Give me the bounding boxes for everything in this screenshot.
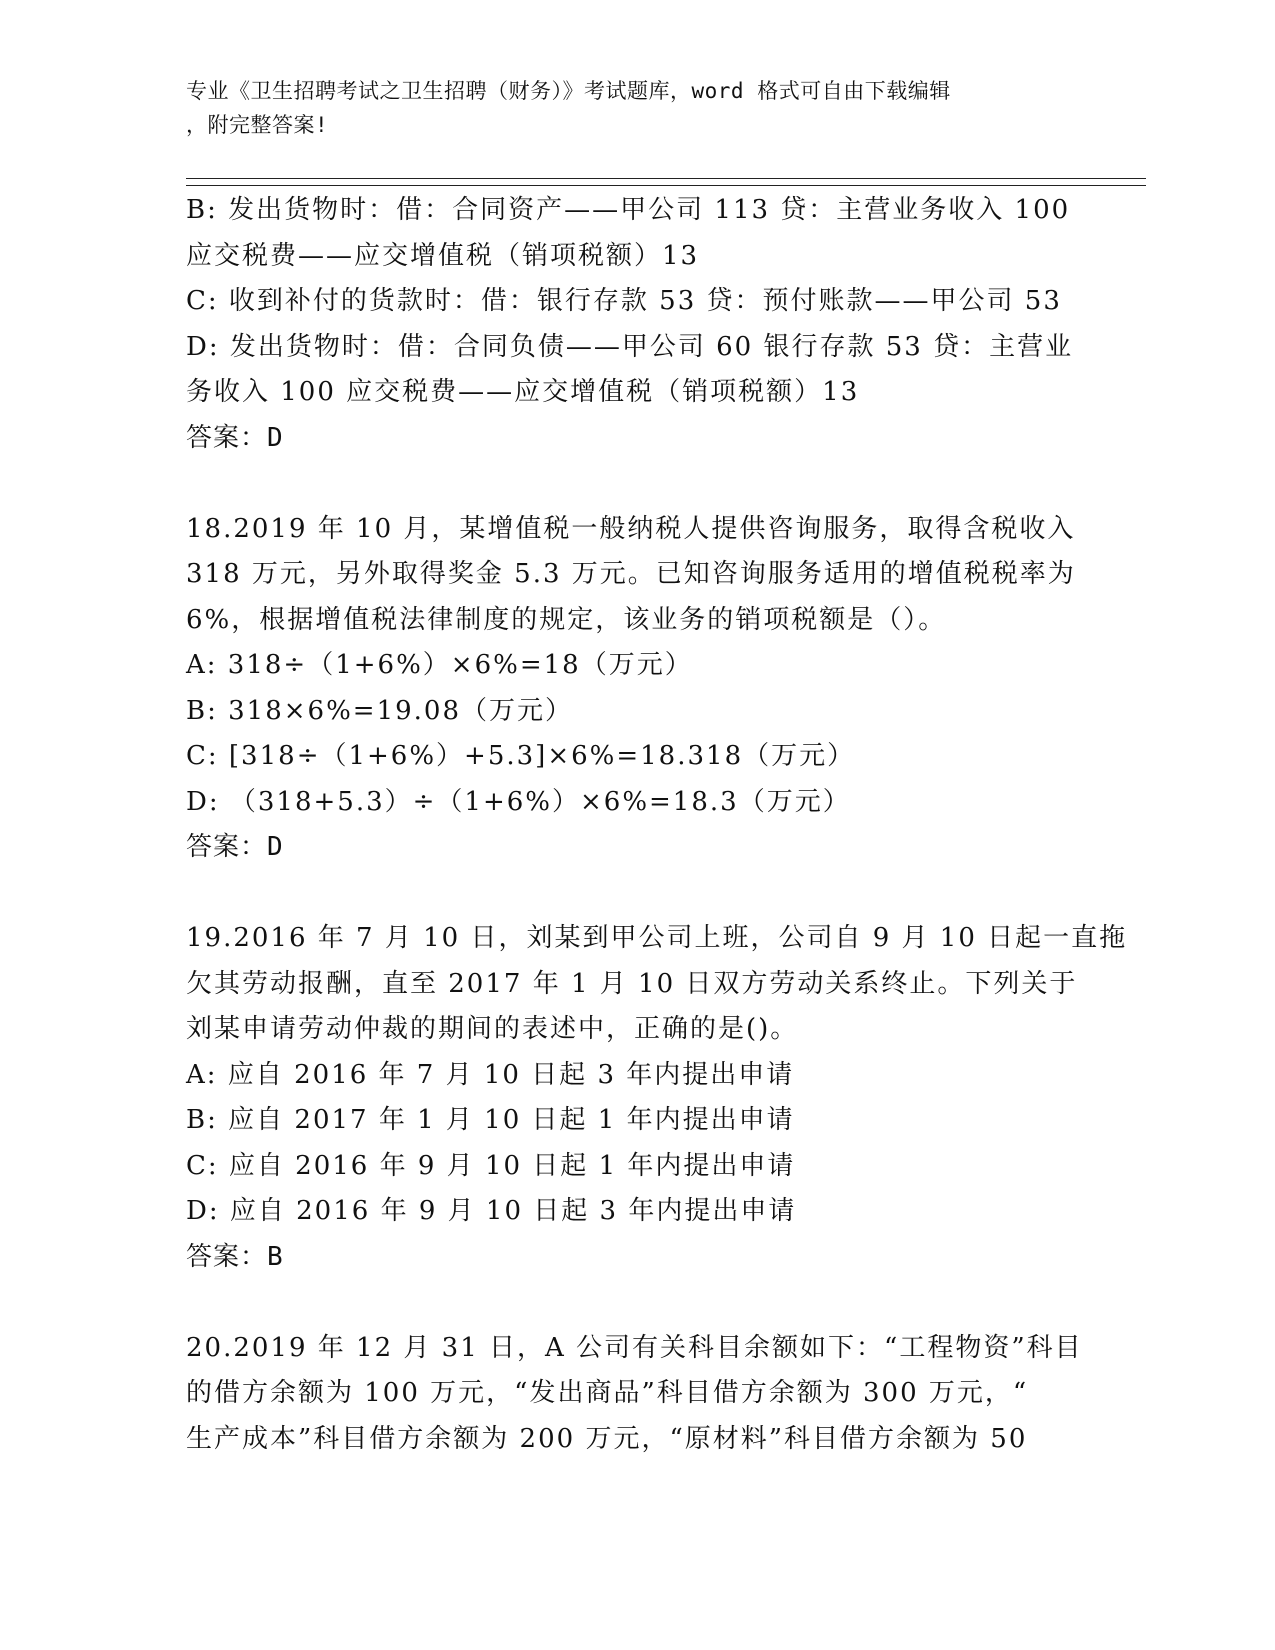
q19-stem-line-2: 欠其劳动报酬，直至 2017 年 1 月 10 日双方劳动关系终止。下列关于 [186, 968, 1078, 999]
header-line-1: 专业《卫生招聘考试之卫生招聘（财务）》考试题库，word 格式可自由下载编辑 [186, 79, 951, 103]
q19-option-b: B: 应自 2017 年 1 月 10 日起 1 年内提出申请 [186, 1105, 795, 1135]
q19-option-c: C: 应自 2016 年 9 月 10 日起 1 年内提出申请 [186, 1150, 796, 1181]
q18-stem-line-3: 6%，根据增值税法律制度的规定，该业务的销项税额是（）。 [186, 604, 947, 635]
q18-stem-line-1: 18.2019 年 10 月，某增值税一般纳税人提供咨询服务，取得含税收入 [186, 513, 1076, 544]
q18-option-a: A: 318÷（1+6%）×6%=18（万元） [186, 650, 693, 680]
q18-option-b: B: 318×6%=19.08（万元） [186, 695, 574, 726]
document-body [186, 188, 1126, 1462]
q20-stem-line-3: 生产成本”科目借方余额为 200 万元，“原材料”科目借方余额为 50 [186, 1423, 1028, 1454]
q19-stem-line-3: 刘某申请劳动仲裁的期间的表述中，正确的是()。 [186, 1014, 799, 1044]
q17-option-d-line-2: 务收入 100 应交税费——应交增值税（销项税额）13 [186, 377, 860, 407]
q18-option-c: C: [318÷（1+6%）+5.3]×6%=18.318（万元） [186, 741, 856, 771]
q19-option-a: A: 应自 2016 年 7 月 10 日起 3 年内提出申请 [186, 1059, 795, 1090]
question-20 [186, 1326, 1126, 1463]
q20-stem-line-1: 20.2019 年 12 月 31 日，A 公司有关科目余额如下：“工程物资”科目 [186, 1332, 1083, 1363]
q17-answer: 答案：D [186, 422, 284, 453]
q17-option-d-line-1: D: 发出货物时：借：合同负债——甲公司 60 银行存款 53 贷：主营业 [186, 331, 1074, 362]
question-17 [186, 188, 1126, 461]
q17-option-b-line-2: 应交税费——应交增值税（销项税额）13 [186, 240, 700, 271]
q19-option-d: D: 应自 2016 年 9 月 10 日起 3 年内提出申请 [186, 1196, 797, 1226]
spacer [186, 871, 1126, 917]
question-19 [186, 916, 1126, 1280]
q20-stem-line-2: 的借方余额为 100 万元，“发出商品”科目借方余额为 300 万元，“ [186, 1378, 1029, 1408]
q19-stem-line-1: 19.2016 年 7 月 10 日，刘某到甲公司上班，公司自 9 月 10 日起一直拖 [186, 923, 1128, 953]
header-rule-bottom [186, 185, 1146, 186]
q18-answer: 答案：D [186, 832, 284, 862]
header-line-2: ，附完整答案! [186, 113, 329, 137]
q17-option-b-line-1: B: 发出货物时：借：合同资产——甲公司 113 贷：主营业务收入 100 [186, 195, 1071, 225]
header-rule-top [186, 178, 1146, 179]
q19-answer: 答案：B [186, 1241, 284, 1272]
spacer [186, 1280, 1126, 1326]
spacer [186, 461, 1126, 507]
page-header [186, 74, 1086, 142]
q18-stem-line-2: 318 万元，另外取得奖金 5.3 万元。已知咨询服务适用的增值税税率为 [186, 559, 1076, 589]
question-18 [186, 507, 1126, 871]
q18-option-d: D: （318+5.3）÷（1+6%）×6%=18.3（万元） [186, 786, 851, 817]
q17-option-c: C: 收到补付的货款时：借：银行存款 53 贷：预付账款——甲公司 53 [186, 286, 1062, 316]
